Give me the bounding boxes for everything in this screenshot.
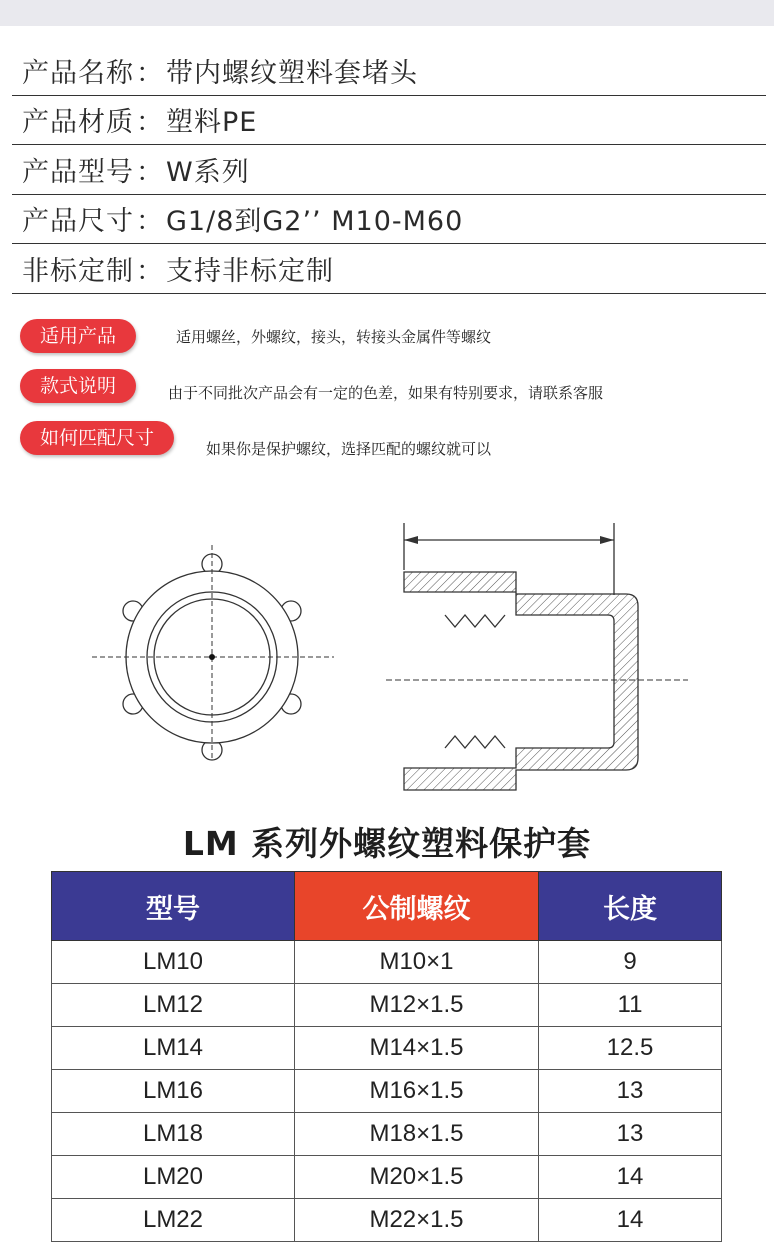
tag-pill: 如何匹配尺寸 (20, 421, 174, 455)
tag-applicable (20, 318, 136, 354)
cell-length: 11 (539, 984, 722, 1027)
cell-model: LM20 (52, 1156, 295, 1199)
tag-pill: 款式说明 (20, 369, 136, 403)
table-row (52, 1070, 722, 1113)
table-row (52, 941, 722, 984)
section-view-drawing (386, 523, 688, 790)
table-row (52, 1199, 722, 1242)
cell-thread: M14×1.5 (295, 1027, 539, 1070)
spec-value: 塑料PE (166, 107, 258, 139)
spec-label: 产品材质 (22, 107, 134, 139)
column-header-model: 型号 (52, 872, 295, 941)
column-header-length: 长度 (539, 872, 722, 941)
tag-description: 适用螺丝，外螺纹，接头，转接头金属件等螺纹 (176, 328, 492, 346)
spec-separator: ： (136, 206, 164, 238)
spec-value: 带内螺纹塑料套堵头 (166, 57, 418, 89)
table-row (52, 984, 722, 1027)
spec-row-material (12, 96, 766, 146)
tag-description: 由于不同批次产品会有一定的色差，如果有特别要求，请联系客服 (168, 384, 604, 402)
table-title: LM 系列外螺纹塑料保护套 (182, 824, 592, 863)
spec-table (12, 46, 766, 294)
cell-length: 12.5 (539, 1027, 722, 1070)
cell-model: LM18 (52, 1113, 295, 1156)
tag-pill: 适用产品 (20, 319, 136, 353)
cell-length: 13 (539, 1070, 722, 1113)
cell-thread: M10×1 (295, 941, 539, 984)
spec-label: 产品型号 (22, 156, 134, 188)
spec-label: 非标定制 (22, 255, 134, 287)
table-row (52, 1156, 722, 1199)
cell-length: 13 (539, 1113, 722, 1156)
cell-length: 9 (539, 941, 722, 984)
spec-label: 产品名称 (22, 57, 134, 89)
cell-model: LM12 (52, 984, 295, 1027)
table-header-row (52, 872, 722, 941)
column-header-thread: 公制螺纹 (295, 872, 539, 941)
tag-size-match (20, 420, 174, 456)
spec-row-size (12, 195, 766, 245)
cell-model: LM22 (52, 1199, 295, 1242)
spec-row-custom (12, 244, 766, 294)
model-table (51, 871, 722, 1242)
cell-model: LM14 (52, 1027, 295, 1070)
cell-model: LM10 (52, 941, 295, 984)
spec-value: G1/8到G2’’ M10-M60 (166, 206, 464, 238)
spec-row-name (12, 46, 766, 96)
cell-model: LM16 (52, 1070, 295, 1113)
spec-label: 产品尺寸 (22, 206, 134, 238)
tag-style (20, 368, 136, 404)
front-view-drawing (92, 545, 334, 760)
spec-separator: ： (136, 57, 164, 89)
spec-separator: ： (136, 255, 164, 287)
table-row (52, 1027, 722, 1070)
spec-separator: ： (136, 107, 164, 139)
spec-value: W系列 (166, 156, 250, 188)
cell-thread: M16×1.5 (295, 1070, 539, 1113)
cell-thread: M18×1.5 (295, 1113, 539, 1156)
table-row (52, 1113, 722, 1156)
tag-description: 如果你是保护螺纹，选择匹配的螺纹就可以 (206, 440, 492, 458)
cell-length: 14 (539, 1156, 722, 1199)
cell-thread: M12×1.5 (295, 984, 539, 1027)
cell-length: 14 (539, 1199, 722, 1242)
spec-separator: ： (136, 156, 164, 188)
top-bar (0, 0, 774, 26)
spec-value: 支持非标定制 (166, 255, 334, 287)
cell-thread: M20×1.5 (295, 1156, 539, 1199)
spec-row-model (12, 145, 766, 195)
technical-drawing (0, 500, 774, 810)
cell-thread: M22×1.5 (295, 1199, 539, 1242)
